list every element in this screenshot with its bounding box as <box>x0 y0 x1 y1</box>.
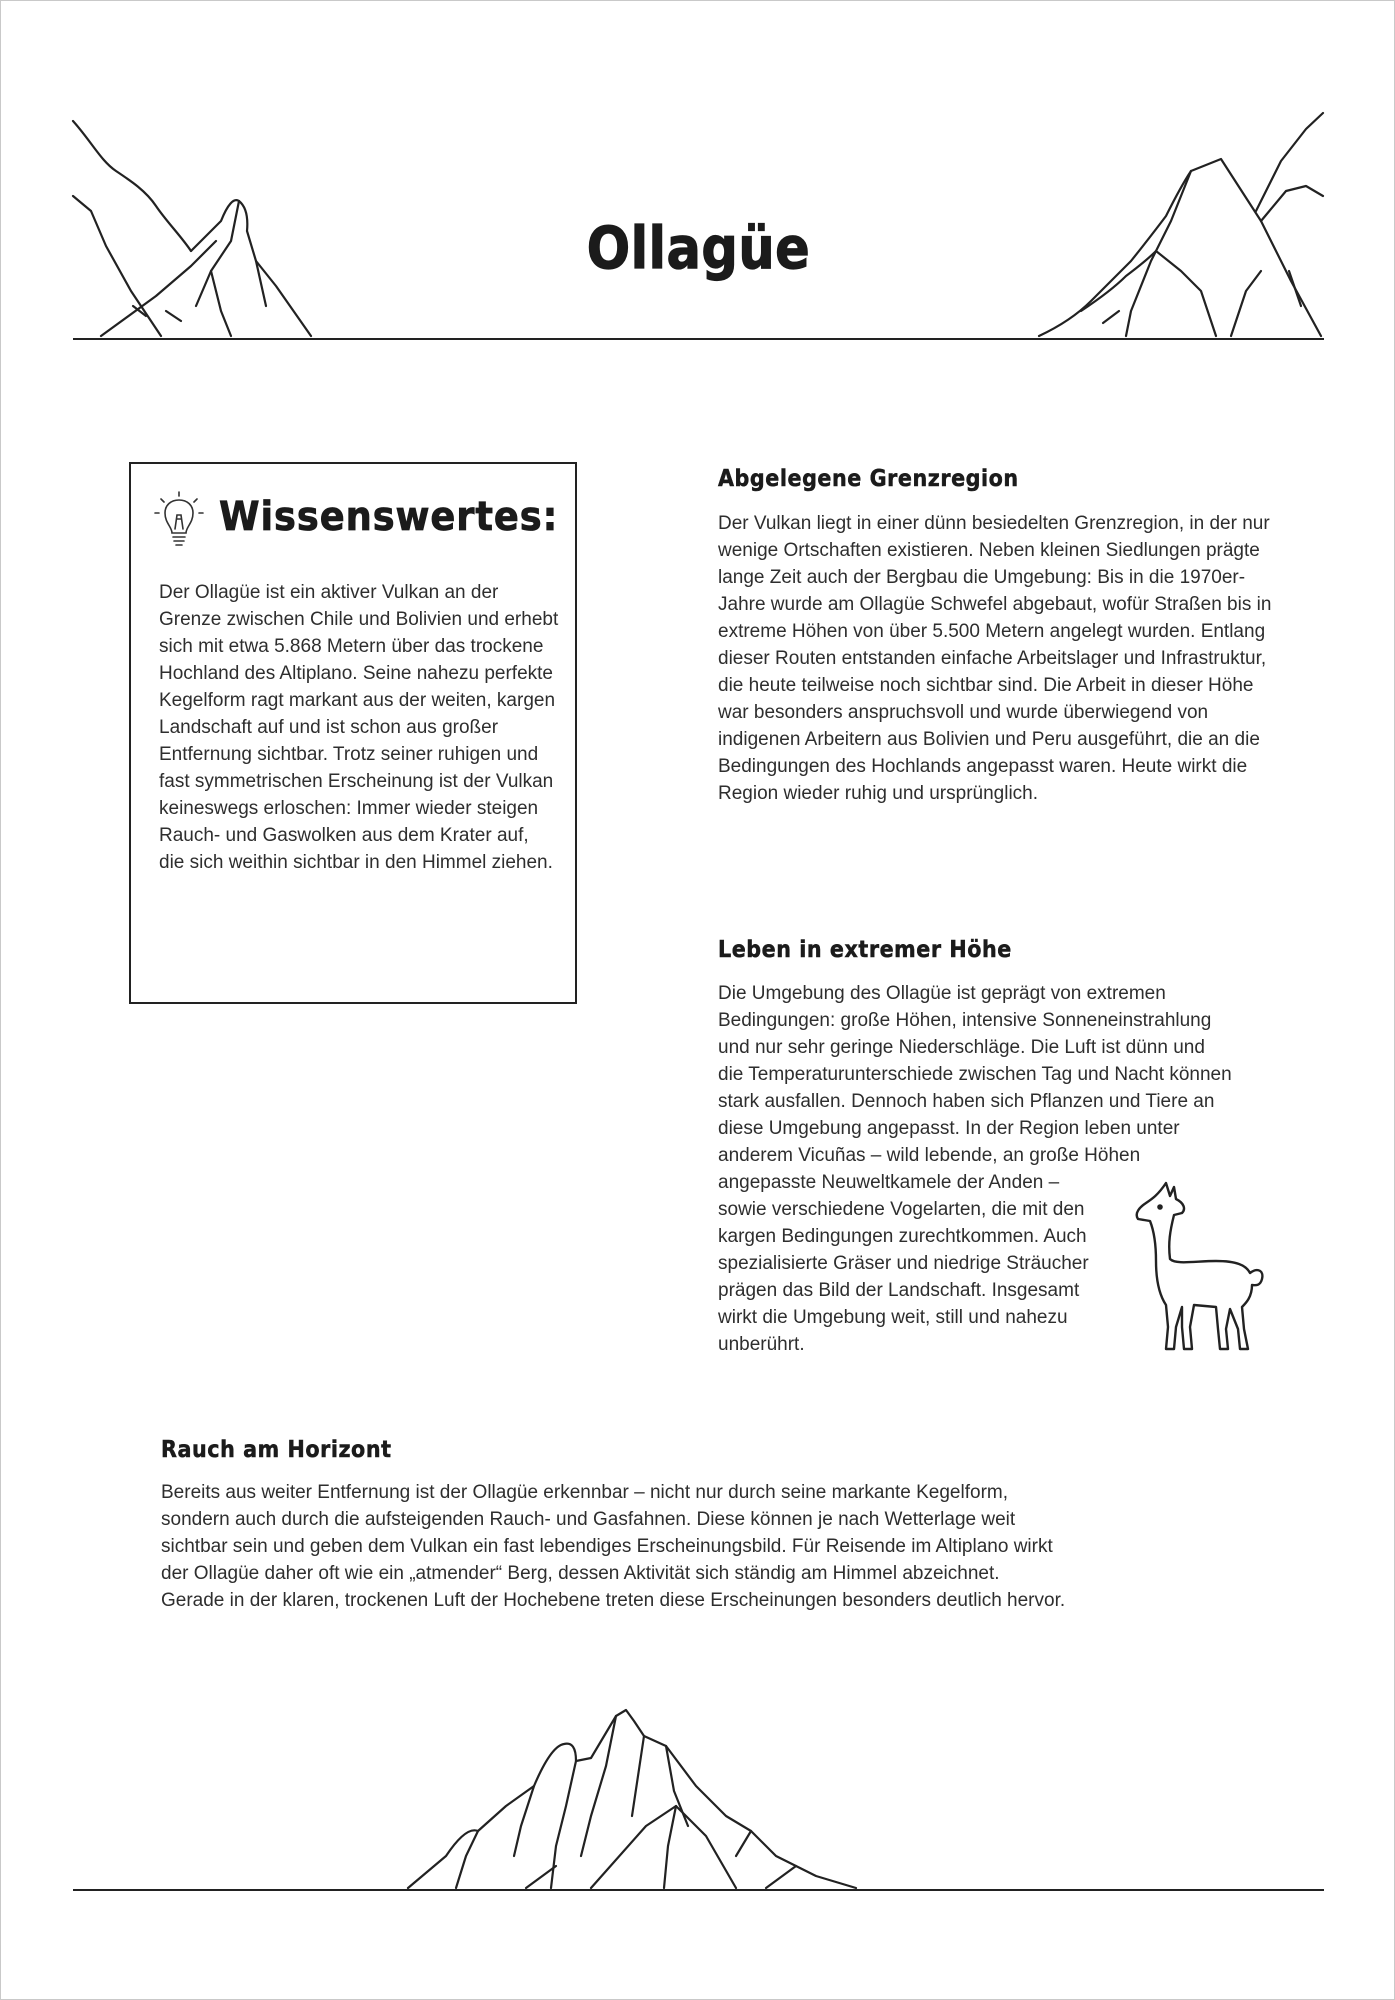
footer-divider <box>73 1889 1324 1891</box>
lightbulb-icon <box>153 489 205 551</box>
info-box-heading: Wissenswertes: <box>219 494 559 540</box>
section-heading-grenzregion: Abgelegene Grenzregion <box>718 466 1019 492</box>
llama-icon <box>1126 1181 1271 1356</box>
section-text-hoehe-part1: Die Umgebung des Ollagüe ist geprägt von extremen Bedingungen: große Höhen, intensive Sonneneinstrahlung und nur sehr geringe Niederschläge. Die Luft ist dünn und die Temperaturunterschiede zwischen Tag und Nacht können stark ausfallen. Dennoch haben sich Pflanzen und Tiere an diese Umgebung angepasst. In der Region leben unter anderem Vicuñas – wild lebende, an große Höhen angepasste Neuweltkamele der Anden – <box>718 983 1232 1193</box>
info-box-text: Der Ollagüe ist ein aktiver Vulkan an der Grenze zwischen Chile und Bolivien und erhebt sich mit etwa 5.868 Metern über das trockene Hochland des Altiplano. Seine nahezu perfekte Kegelform ragt markant aus der weiten, kargen Landschaft auf und ist schon aus großer Entfernung sichtbar. Trotz seiner ruhigen und fast symmetrischen Erscheinung ist der Vulkan keineswegs erloschen: Immer wieder steigen Rauch- und Gaswolken aus dem Krater auf, die sich weithin sichtbar in den Himmel ziehen. <box>159 582 559 873</box>
section-text-hoehe-part2: sowie verschiedene Vogelarten, die mit den kargen Bedingungen zurechtkommen. Auch spezialisierte Gräser und niedrige Sträucher prägen das Bild der Landschaft. Insgesamt wirkt die Umgebung weit, still und nahezu unberührt. <box>718 1199 1089 1355</box>
page-title: Ollagüe <box>586 214 811 282</box>
section-heading-rauch: Rauch am Horizont <box>161 1437 392 1463</box>
mountain-icon <box>406 1706 876 1891</box>
header-divider <box>73 338 1324 340</box>
section-text-rauch: Bereits aus weiter Entfernung ist der Ollagüe erkennbar – nicht nur durch seine markante Kegelform, sondern auch durch die aufsteigenden Rauch- und Gasfahnen. Diese können je nach Wetterlage weit sichtbar sein und geben dem Vulkan ein fast lebendiges Erscheinungsbild. Für Reisende im Altiplano wirkt der Ollagüe daher oft wie ein „atmender“ Berg, dessen Aktivität sich ständig am Himmel abzeichnet. Gerade in der klaren, trockenen Luft der Hochebene treten diese Erscheinungen besonders deutlich hervor. <box>161 1482 1066 1611</box>
section-text-grenzregion: Der Vulkan liegt in einer dünn besiedelten Grenzregion, in der nur wenige Ortschaften existieren. Neben kleinen Siedlungen prägte lange Zeit auch der Bergbau die Umgebung: Bis in die 1970er-Jahre wurde am Ollagüe Schwefel abgebaut, wofür Straßen bis in extreme Höhen von über 5.500 Metern angelegt wurden. Entlang dieser Routen entstanden einfache Arbeitslager und Infrastruktur, die heute teilweise noch sichtbar sind. Die Arbeit in dieser Höhe war besonders anspruchsvoll und wurde überwiegend von indigenen Arbeitern aus Bolivien und Peru ausgeführt, die an die Bedingungen des Hochlands angepasst waren. Heute wirkt die Region wieder ruhig und ursprünglich. <box>718 513 1272 804</box>
section-heading-hoehe: Leben in extremer Höhe <box>718 937 1012 963</box>
